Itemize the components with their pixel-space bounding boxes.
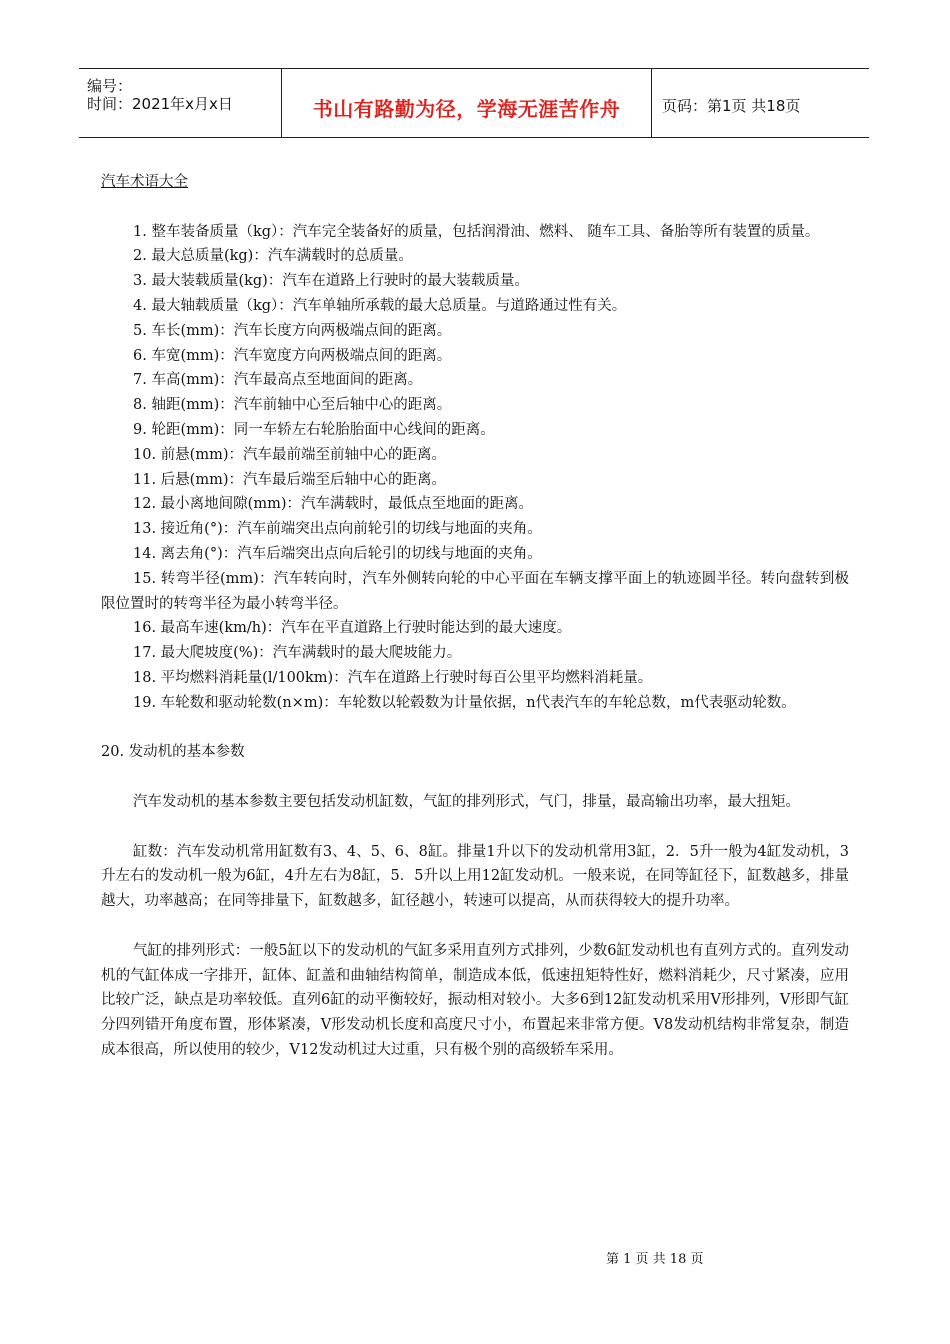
header-motto: 书山有路勤为径，学海无涯苦作舟 xyxy=(312,97,621,121)
body-paragraph: 缸数：汽车发动机常用缸数有3、4、5、6、8缸。排量1升以下的发动机常用3缸，2．5升一般为4缸发动机，3升左右的发动机一般为6缸，4升左右为8缸，5．5升以上用12缸发动机。一般来说，在同等缸径下，缸数越多，排量越大，功率越高；在同等排量下，缸数越多，缸径越小，转速可以提高，从而获得较大的提升功率。 xyxy=(101,843,849,910)
term-item: 19. 车轮数和驱动轮数(n×m)：车轮数以轮毂数为计量依据，n代表汽车的车轮总数，m代表驱动轮数。 xyxy=(133,694,796,711)
term-item: 6. 车宽(mm)：汽车宽度方向两极端点间的距离。 xyxy=(133,347,452,364)
term-item: 15. 转弯半径(mm)：汽车转向时，汽车外侧转向轮的中心平面在车辆支撑平面上的轨迹圆半径。转向盘转到极限位置时的转弯半径为最小转弯半径。 xyxy=(101,570,849,612)
page-footer: 第 1 页 共 18 页 xyxy=(606,1252,704,1267)
section-heading: 20. 发动机的基本参数 xyxy=(101,744,245,761)
term-item: 14. 离去角(°)：汽车后端突出点向后轮引的切线与地面的夹角。 xyxy=(133,545,542,562)
term-item: 10. 前悬(mm)：汽车最前端至前轴中心的距离。 xyxy=(133,446,446,463)
term-item: 9. 轮距(mm)：同一车轿左右轮胎胎面中心线间的距离。 xyxy=(133,421,495,438)
term-item: 11. 后悬(mm)：汽车最后端至后轴中心的距离。 xyxy=(133,471,446,488)
spacer xyxy=(101,914,849,939)
document-number-label: 编号： xyxy=(87,77,133,95)
term-item: 4. 最大轴载质量（kg）：汽车单轴所承载的最大总质量。与道路通过性有关。 xyxy=(133,297,627,314)
term-item: 2. 最大总质量(kg)：汽车满载时的总质量。 xyxy=(133,248,413,265)
term-item: 16. 最高车速(km/h)：汽车在平直道路上行驶时能达到的最大速度。 xyxy=(133,620,572,637)
header-left-cell xyxy=(79,69,282,137)
term-item: 8. 轴距(mm)：汽车前轴中心至后轴中心的距离。 xyxy=(133,397,452,414)
document-title: 汽车术语大全 xyxy=(101,174,188,190)
term-item: 1. 整车装备质量（kg）：汽车完全装备好的质量，包括润滑油、燃料、 随车工具、备胎等所有装置的质量。 xyxy=(133,223,820,240)
spacer xyxy=(101,195,849,220)
document-header xyxy=(79,68,869,138)
spacer xyxy=(101,815,849,840)
document-body xyxy=(101,170,849,1063)
header-page-number: 页码：第1页 共18页 xyxy=(662,97,801,115)
header-center-cell xyxy=(282,69,652,137)
spacer xyxy=(101,765,849,790)
term-item: 3. 最大装载质量(kg)：汽车在道路上行驶时的最大装载质量。 xyxy=(133,273,529,290)
body-paragraph: 气缸的排列形式：一般5缸以下的发动机的气缸多采用直列方式排列，少数6缸发动机也有直列方式的。直列发动机的气缸体成一字排开，缸体、缸盖和曲轴结构简单，制造成本低，低速扭矩特性好，燃料消耗少，尺寸紧凑，应用比较广泛，缺点是功率较低。直列6缸的动平衡较好，振动相对较小。大多6到12缸发动机采用V形排列，V形即气缸分四列错开角度布置，形体紧凑，V形发动机长度和高度尺寸小，布置起来非常方便。V8发动机结构非常复杂，制造成本很高，所以使用的较少，V12发动机过大过重，只有极个别的高级轿车采用。 xyxy=(101,942,849,1058)
term-item: 7. 车高(mm)：汽车最高点至地面间的距离。 xyxy=(133,372,423,389)
header-right-cell xyxy=(652,69,869,137)
body-paragraph: 汽车发动机的基本参数主要包括发动机缸数，气缸的排列形式，气门，排量，最高输出功率，最大扭矩。 xyxy=(133,793,800,810)
term-item: 5. 车长(mm)：汽车长度方向两极端点间的距离。 xyxy=(133,322,452,339)
document-date-label: 时间：2021年x月x日 xyxy=(87,95,233,113)
term-item: 13. 接近角(°)：汽车前端突出点向前轮引的切线与地面的夹角。 xyxy=(133,521,542,538)
spacer xyxy=(101,716,849,741)
term-item: 12. 最小离地间隙(mm)：汽车满载时，最低点至地面的距离。 xyxy=(133,496,533,513)
term-item: 18. 平均燃料消耗量(l/100km)：汽车在道路上行驶时每百公里平均燃料消耗量。 xyxy=(133,669,653,686)
term-item: 17. 最大爬坡度(%)：汽车满载时的最大爬坡能力。 xyxy=(133,645,462,662)
